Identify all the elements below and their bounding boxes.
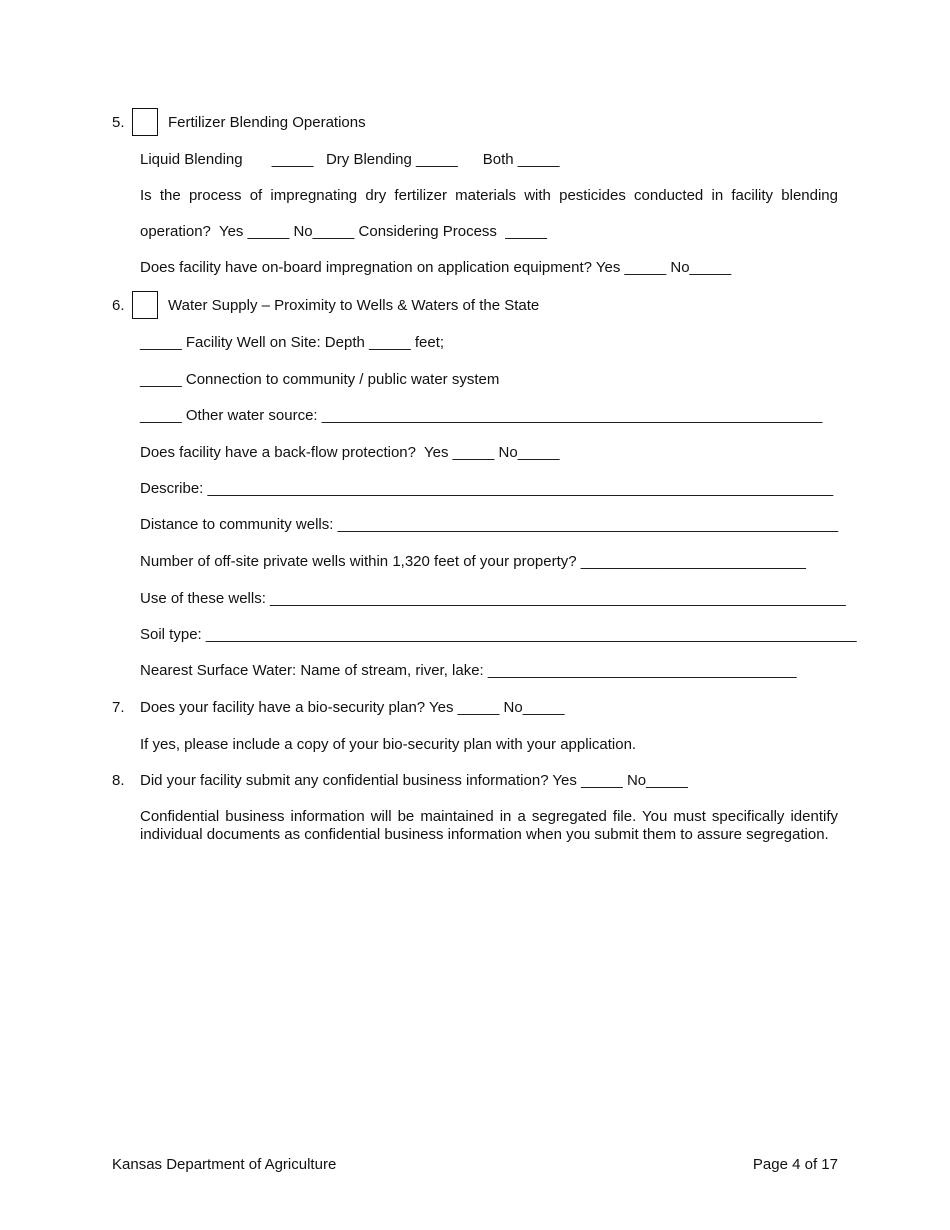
section-5-title: Fertilizer Blending Operations: [168, 114, 366, 131]
footer-page-number: Page 4 of 17: [752, 1156, 838, 1173]
well-on-site-field: _____ Facility Well on Site: Depth _____ feet;: [140, 334, 445, 351]
blending-type-line: Liquid Blending _____ Dry Blending _____ Both _____: [140, 151, 560, 168]
section-5-checkbox[interactable]: [132, 108, 158, 136]
surface-water-field: Nearest Surface Water: Name of stream, river, lake: _____________________________________: [140, 662, 797, 679]
biosecurity-question: Does your facility have a bio-security plan? Yes _____ No_____: [140, 699, 565, 716]
onboard-impregnation-question: Does facility have on-board impregnation on application equipment? Yes _____ No_____: [140, 259, 732, 276]
distance-community-wells-field: Distance to community wells: ____________________________________________________________: [140, 516, 839, 533]
section-6-title: Water Supply – Proximity to Wells & Waters of the State: [168, 297, 540, 314]
describe-field: Describe: ___________________________________________________________________________: [140, 480, 834, 497]
impregnation-question-line2: operation? Yes _____ No_____ Considering Process _____: [140, 223, 547, 240]
soil-type-field: Soil type: ______________________________________________________________________________: [140, 626, 857, 643]
section-6-number: 6.: [112, 297, 125, 314]
confidential-info-note: Confidential business information will be maintained in a segregated file. You must specifically identify individual documents as confidential business information when you submit them to assure segregation.: [140, 808, 838, 843]
community-connection-field: _____ Connection to community / public water system: [140, 371, 500, 388]
section-8-number: 8.: [112, 772, 125, 789]
use-of-wells-field: Use of these wells: _____________________________________________________________________: [140, 590, 846, 607]
section-7-number: 7.: [112, 699, 125, 716]
footer-organization: Kansas Department of Agriculture: [112, 1156, 337, 1173]
confidential-info-question: Did your facility submit any confidential business information? Yes _____ No_____: [140, 772, 688, 789]
section-6-checkbox[interactable]: [132, 291, 158, 319]
impregnation-question-line1: Is the process of impregnating dry fertilizer materials with pesticides conducted in facility blending: [140, 187, 838, 204]
other-water-source-field: _____ Other water source: ____________________________________________________________: [140, 407, 823, 424]
biosecurity-note: If yes, please include a copy of your bio-security plan with your application.: [140, 736, 637, 753]
backflow-question: Does facility have a back-flow protection? Yes _____ No_____: [140, 444, 560, 461]
section-5-number: 5.: [112, 114, 125, 131]
offsite-wells-field: Number of off-site private wells within 1,320 feet of your property? ___________________________: [140, 553, 807, 570]
